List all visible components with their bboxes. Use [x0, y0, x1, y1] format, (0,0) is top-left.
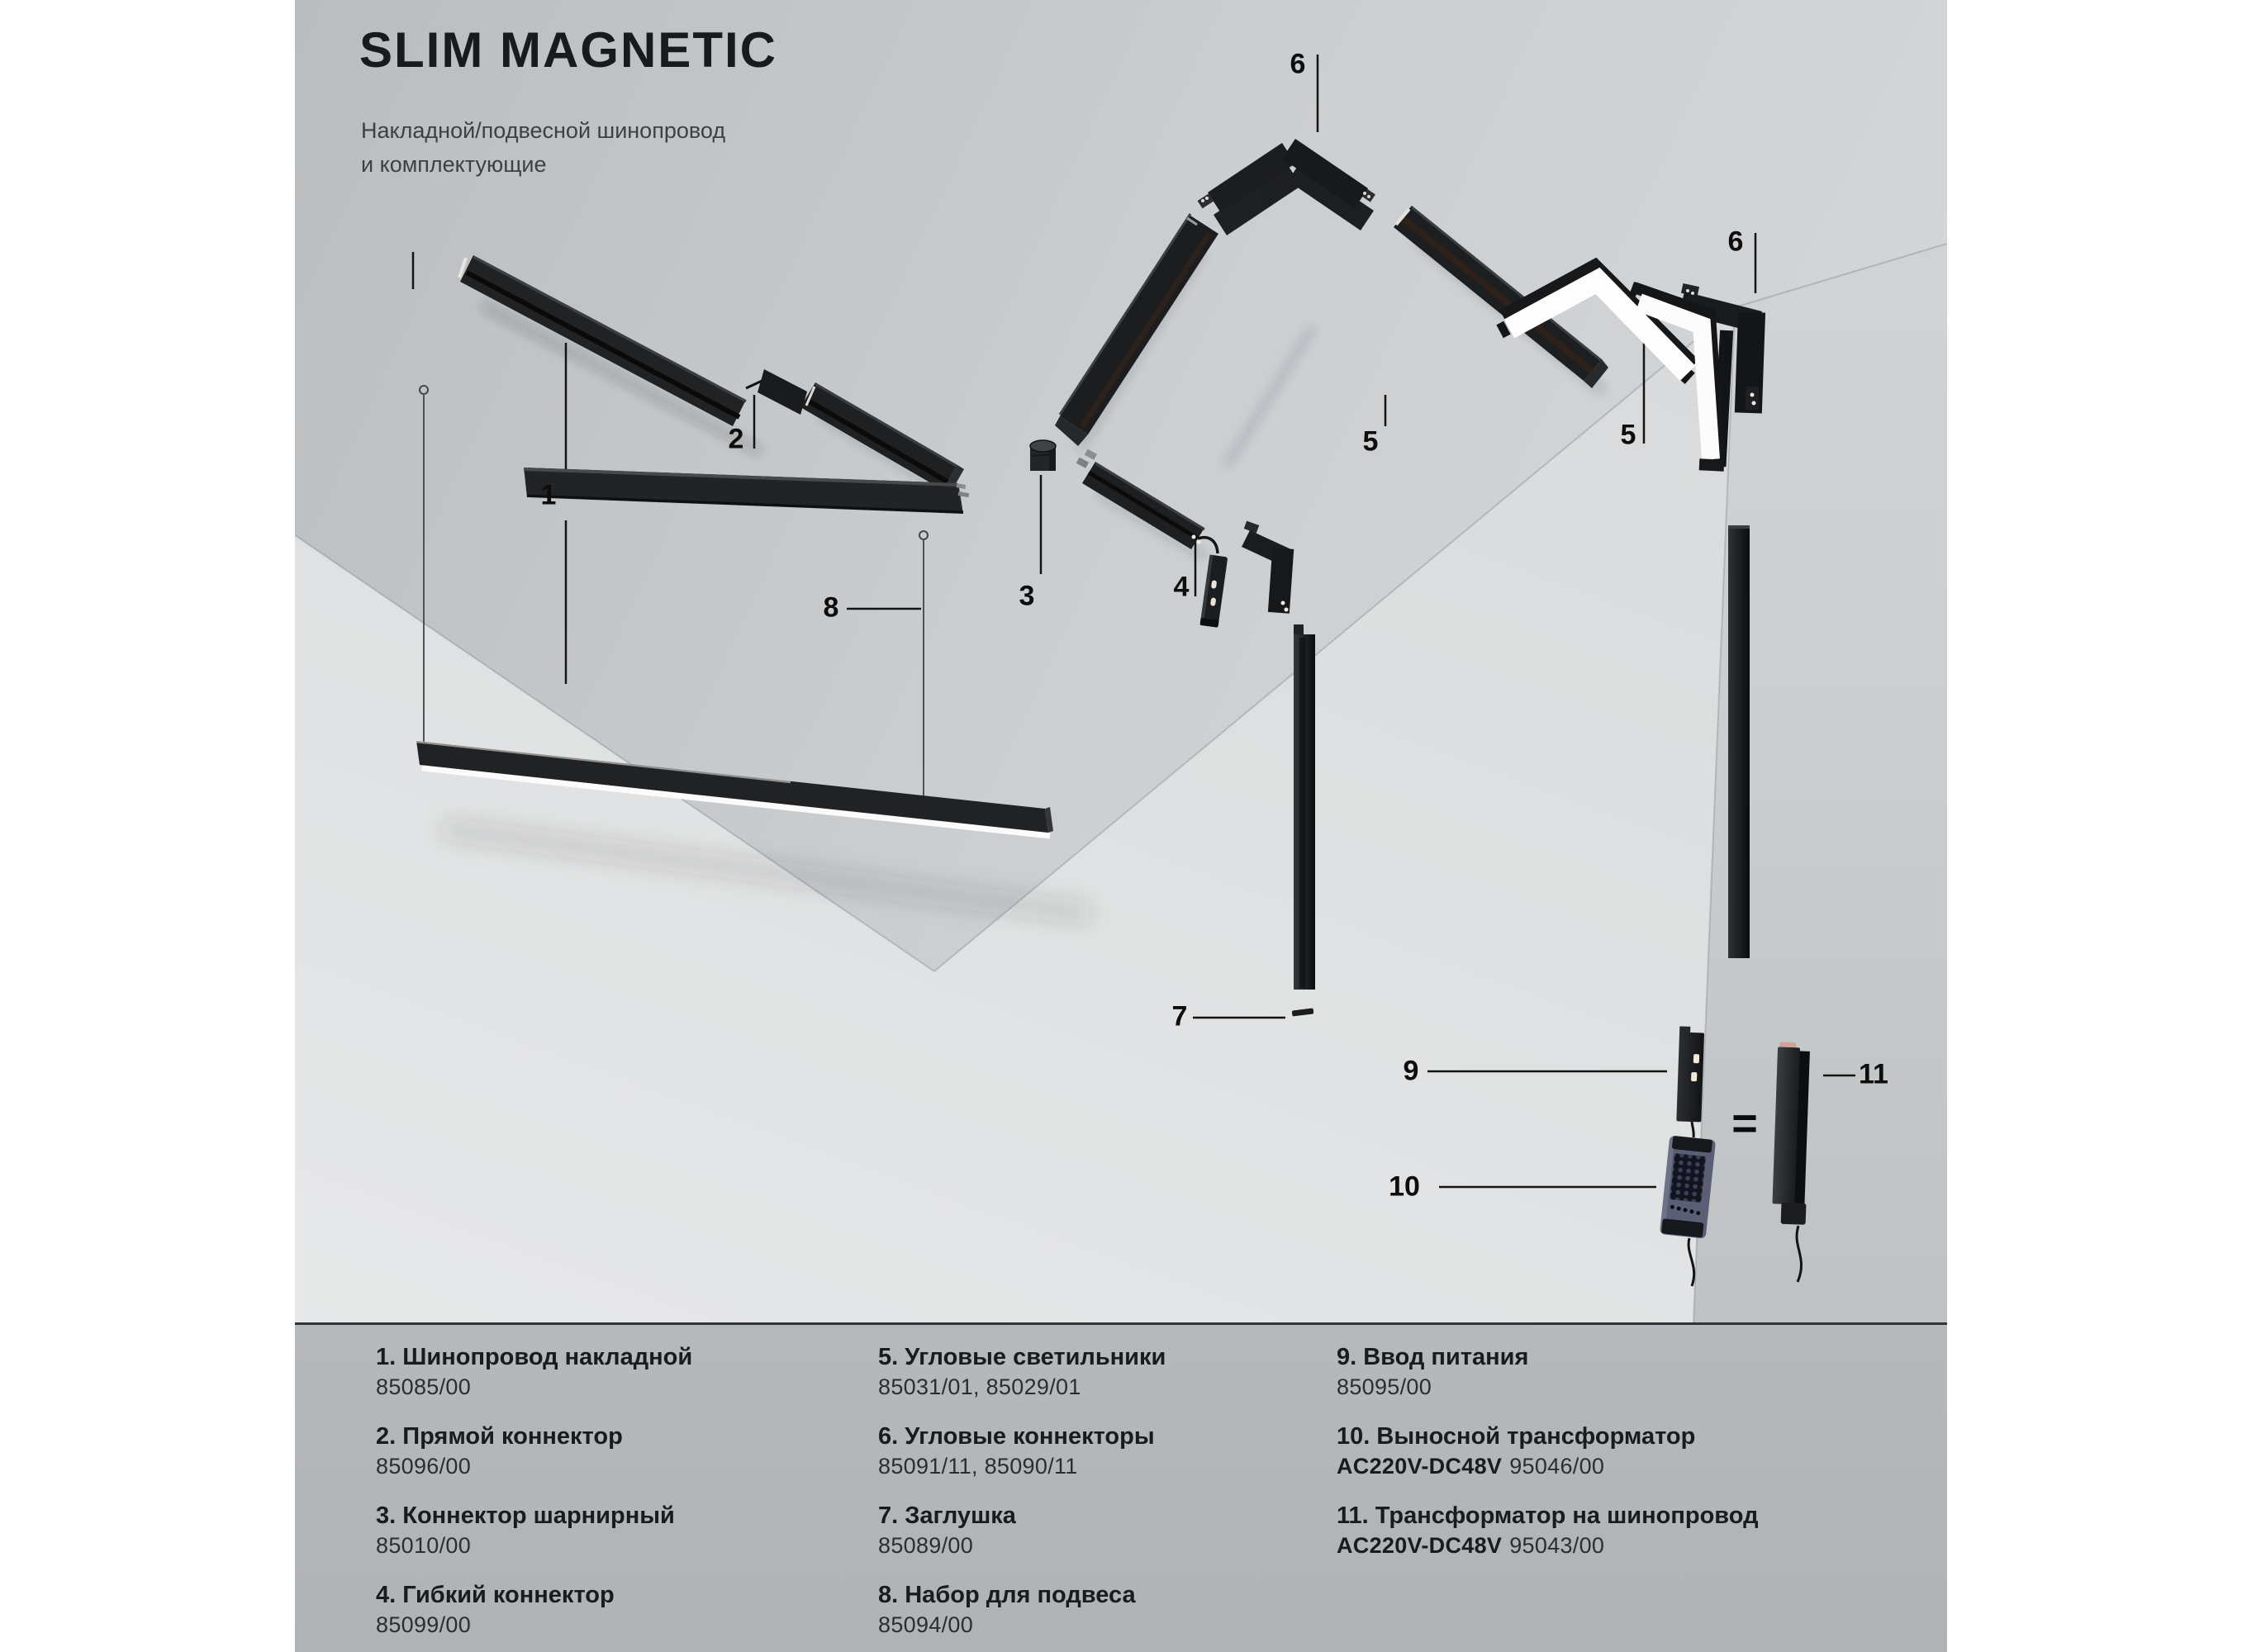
legend-item-title: 2. Прямой коннектор: [376, 1423, 623, 1450]
legend-item-code: 85094/00: [878, 1612, 974, 1637]
legend-item-title: 11. Трансформатор на шинопровод: [1337, 1502, 1759, 1529]
legend-item-title: 4. Гибкий коннектор: [376, 1582, 615, 1608]
legend-item-code: 85095/00: [1337, 1374, 1432, 1399]
legend-item-title: 10. Выносной трансформатор: [1337, 1423, 1696, 1450]
legend-item-11: [1337, 1501, 1865, 1560]
surface-track-segment-b: [800, 382, 964, 492]
legend-column-3: [1337, 1342, 1865, 1580]
wall-corner-connector: [1242, 521, 1294, 614]
callout-8: 8: [823, 591, 839, 624]
legend-item-3: [376, 1501, 838, 1560]
components-illustration: [295, 0, 1947, 1322]
legend-item-2: [376, 1422, 838, 1481]
legend-column-1: [376, 1342, 838, 1652]
end-cap: [1292, 1008, 1314, 1016]
callout-1: 1: [540, 479, 557, 511]
callout-6-right: 6: [1727, 225, 1744, 258]
equals-sign: =: [1731, 1099, 1758, 1148]
suspended-linear-lamp: [416, 741, 1053, 836]
surface-track-segment-a: [459, 255, 746, 426]
legend-item-1: [376, 1342, 838, 1402]
track-transformer: [1772, 1042, 1812, 1282]
legend-item-title: 3. Коннектор шарнирный: [376, 1502, 675, 1529]
legend-item-title: 7. Заглушка: [878, 1502, 1016, 1529]
render-scene: [295, 0, 1947, 1322]
callout-7: 7: [1171, 1000, 1188, 1032]
suspension-cables: [420, 386, 928, 796]
surface-track-segment-c: [1076, 449, 1204, 549]
callout-10: 10: [1389, 1170, 1420, 1203]
subtitle-line-2: и комплектующие: [361, 152, 547, 177]
leader-lines: [413, 55, 1855, 1187]
legend-item-8: [878, 1580, 1341, 1640]
callout-9: 9: [1403, 1055, 1419, 1087]
callout-4: 4: [1173, 571, 1190, 603]
legend-item-9: [1337, 1342, 1865, 1402]
legend-item-code: 85091/11, 85090/11: [878, 1454, 1078, 1479]
callout-3: 3: [1019, 580, 1035, 612]
legend-item-10: [1337, 1422, 1865, 1481]
wall-track-vertical: [1294, 624, 1315, 990]
hinge-connector: [1030, 440, 1056, 471]
wall-track-right: [1728, 525, 1750, 958]
legend-item-5: [878, 1342, 1341, 1402]
legend-item-title: 5. Угловые светильники: [878, 1344, 1166, 1370]
poster-subtitle: [361, 114, 725, 182]
callout-6-top: 6: [1290, 48, 1306, 80]
subtitle-line-1: Накладной/подвесной шинопровод: [361, 118, 726, 143]
remote-transformer: [1660, 1136, 1716, 1286]
legend-item-code: 85085/00: [376, 1374, 472, 1399]
legend-item-code: 85089/00: [878, 1533, 974, 1558]
legend-item-code: 85099/00: [376, 1612, 472, 1637]
legend-item-title: 1. Шинопровод накладной: [376, 1344, 693, 1370]
legend-item-code: AC220V-DC48V 95046/00: [1337, 1454, 1605, 1479]
legend-item-code: 85096/00: [376, 1454, 472, 1479]
corner-connector-top: [1198, 139, 1375, 235]
callout-5-right: 5: [1620, 419, 1636, 451]
legend-item-title: 9. Ввод питания: [1337, 1344, 1529, 1370]
ceiling-track-toward-corner: [1055, 214, 1218, 446]
legend-item-4: [376, 1580, 838, 1640]
floating-track-piece: [524, 468, 969, 514]
legend-column-2: [878, 1342, 1341, 1652]
callout-11: 11: [1859, 1058, 1888, 1090]
power-input: [1676, 1026, 1704, 1137]
callout-5-left: 5: [1362, 425, 1379, 458]
legend-item-title: 6. Угловые коннекторы: [878, 1423, 1155, 1450]
legend-item-code: 85010/00: [376, 1533, 472, 1558]
legend-item-7: [878, 1501, 1341, 1560]
legend-panel: [295, 1322, 1947, 1652]
legend-item-title: 8. Набор для подвеса: [878, 1582, 1136, 1608]
legend-item-code: AC220V-DC48V 95043/00: [1337, 1533, 1605, 1558]
legend-item-6: [878, 1422, 1341, 1481]
legend-item-code: 85031/01, 85029/01: [878, 1374, 1081, 1399]
callout-2: 2: [728, 423, 744, 455]
poster-title: SLIM MAGNETIC: [359, 22, 777, 78]
